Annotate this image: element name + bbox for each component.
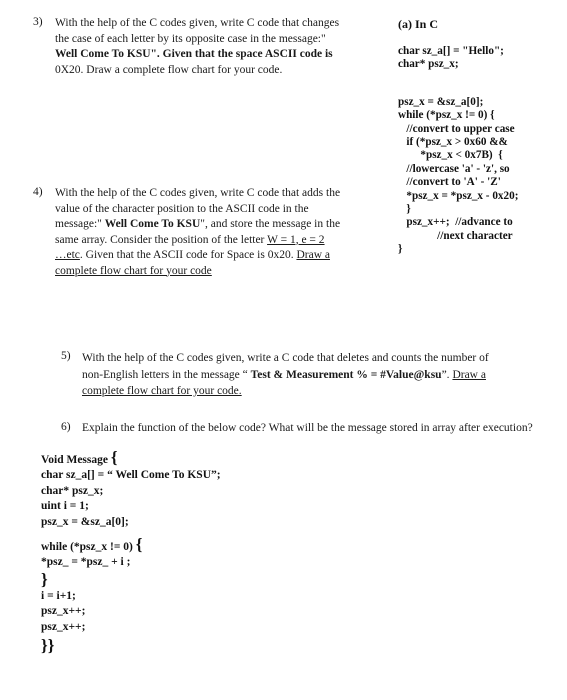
code-b-line: char* psz_x; xyxy=(41,484,104,497)
question-4-number: 4) xyxy=(33,186,43,198)
question-3-number: 3) xyxy=(33,16,43,28)
code-a-heading: (a) In C xyxy=(398,17,439,31)
code-b-line: psz_x++; xyxy=(41,605,86,618)
code-a-line xyxy=(398,72,518,84)
question-4-line xyxy=(55,248,395,264)
question-3-line: With the help of the C codes given, write C code that changes xyxy=(55,17,340,29)
code-a-line: //lowercase 'a' - 'z', so xyxy=(398,162,510,175)
question-3-line: 0X20. Draw a complete flow chart for your code. xyxy=(55,63,283,76)
code-a-line xyxy=(398,84,518,96)
code-b-header: Void Message xyxy=(41,454,108,466)
code-b-spacer xyxy=(41,530,341,539)
code-a-block xyxy=(398,45,518,257)
q4-text-segment: ", and store the message in the xyxy=(200,218,341,230)
question-5-number: 5) xyxy=(61,350,71,362)
code-a-line: *psz_x = *psz_x - 0x20; xyxy=(398,189,519,202)
q4-text-segment: message:" xyxy=(55,218,105,230)
code-b-while-line xyxy=(41,535,341,555)
code-a-line: char* psz_x; xyxy=(398,58,459,71)
code-b-while-brace: { xyxy=(135,535,143,555)
code-a-line: //convert to upper case xyxy=(398,122,515,135)
code-a-line: *psz_x < 0x7B) { xyxy=(398,149,503,162)
code-b-brace-open: { xyxy=(110,448,118,467)
question-4-text xyxy=(55,186,395,279)
q5-text-segment: ”. xyxy=(441,368,453,381)
code-a-line: psz_x++; //advance to xyxy=(398,216,513,229)
question-3-line: Well Come To KSU". Given that the space ASCII code is xyxy=(55,48,333,60)
code-a-line: //next character xyxy=(398,229,513,242)
code-b-line: psz_x = &sz_a[0]; xyxy=(41,515,129,528)
question-6-number: 6) xyxy=(61,421,71,433)
code-b-header-line xyxy=(41,448,341,468)
question-6-text: Explain the function of the below code? What will be the message stored in array after execution? xyxy=(82,422,533,434)
q4-draw-link: Draw a xyxy=(296,249,330,261)
question-5-line: With the help of the C codes given, write a C code that deletes and counts the number of xyxy=(82,352,489,364)
code-a-line: } xyxy=(398,243,403,256)
code-b-line: *psz_ = *psz_ + i ; xyxy=(41,556,131,569)
q5-draw-link: Draw a xyxy=(452,368,486,381)
q4-etc: …etc xyxy=(55,249,80,261)
code-b-line: psz_x++; xyxy=(41,620,86,633)
question-5-line: complete flow chart for your code. xyxy=(82,385,242,397)
question-4-line: complete flow chart for your code xyxy=(55,264,212,277)
question-4-line: With the help of the C codes given, write C code that adds the xyxy=(55,187,341,199)
code-a-line: } xyxy=(398,203,411,216)
question-5-text xyxy=(82,350,562,400)
q5-message-bold: Test & Measurement % = #Value@ksu xyxy=(250,368,442,381)
code-a-line: while (*psz_x != 0) { xyxy=(398,109,495,122)
question-4-line: value of the character position to the ASCII code in the xyxy=(55,202,309,215)
question-4-line xyxy=(55,233,395,249)
code-a-line: char sz_a[] = "Hello"; xyxy=(398,45,504,57)
question-3-text xyxy=(55,16,395,78)
code-b-line: uint i = 1; xyxy=(41,500,89,513)
q4-text-segment: . Given that the ASCII code for Space is 0x20. xyxy=(79,249,297,261)
code-b-close-brace: } xyxy=(41,569,48,589)
q5-text-segment: non-English letters in the message “ xyxy=(82,368,251,381)
q4-text-segment: same array. Consider the position of the letter xyxy=(55,233,268,246)
code-b-block xyxy=(41,448,341,657)
code-b-line: char sz_a[] = “ Well Come To KSU”; xyxy=(41,469,221,482)
question-4-line xyxy=(55,217,395,233)
code-a-line: if (*psz_x > 0x60 && xyxy=(398,136,508,149)
code-a-line: //convert to 'A' - 'Z' xyxy=(398,176,501,189)
code-a-line: psz_x = &sz_a[0]; xyxy=(398,95,484,108)
code-b-close-braces: }} xyxy=(41,636,55,656)
question-3-line: the case of each letter by its opposite case in the message:" xyxy=(55,32,326,45)
question-5-line xyxy=(82,367,562,384)
code-b-while: while (*psz_x != 0) xyxy=(41,541,133,554)
q4-position-example: W = 1, e = 2 xyxy=(267,233,325,246)
q4-message-bold: Well Come To KSU xyxy=(104,218,201,230)
code-b-line: i = i+1; xyxy=(41,589,76,602)
